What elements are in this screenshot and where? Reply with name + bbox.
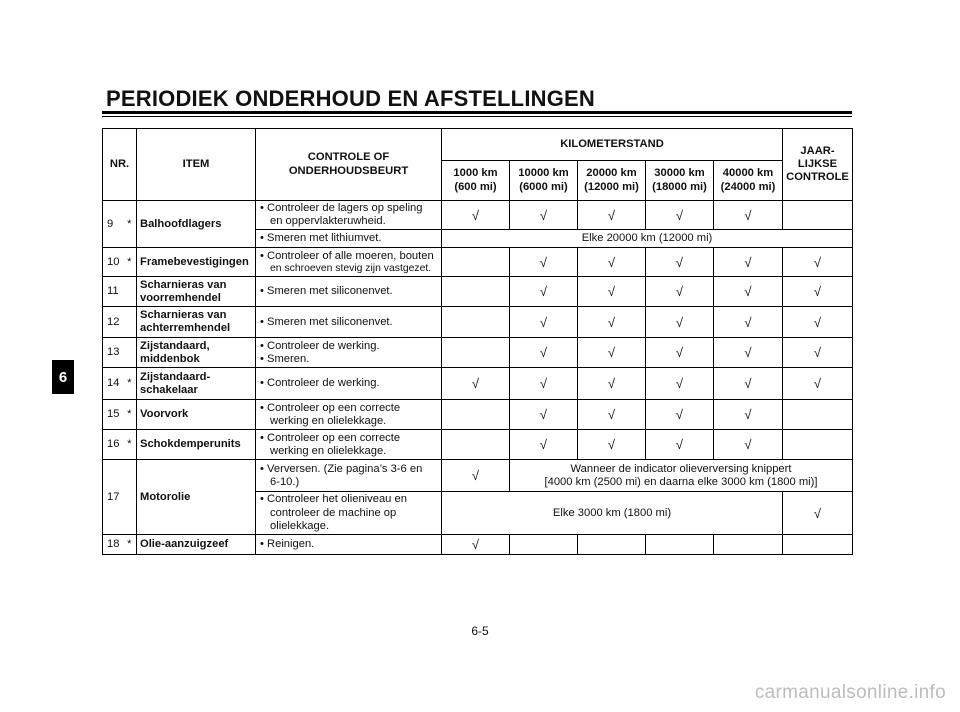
check-mark: √	[442, 201, 510, 230]
title-rule-thin	[102, 116, 852, 117]
table-row: 11 Scharnieras van voorremhendel • Smeren met siliconenvet. √ √ √ √ √	[103, 277, 853, 307]
header-item: ITEM	[137, 129, 256, 201]
check-mark: √	[510, 400, 578, 430]
table-row: 12 Scharnieras van achterremhendel • Smeren met siliconenvet. √ √ √ √ √	[103, 307, 853, 338]
table-row: 15 * Voorvork • Controleer op een correcte werking en olielekkage. √ √ √ √	[103, 400, 853, 430]
check-mark: √	[783, 338, 853, 368]
check-mark: √	[714, 277, 783, 307]
check-mark: √	[714, 338, 783, 368]
check-mark: √	[714, 430, 783, 460]
check-mark: √	[510, 368, 578, 400]
check-mark: √	[783, 492, 853, 535]
header-control: CONTROLE OF ONDERHOUDSBEURT	[256, 129, 442, 201]
page-title: PERIODIEK ONDERHOUD EN AFSTELLINGEN	[106, 86, 595, 111]
check-mark: √	[714, 248, 783, 277]
table-row: 16 * Schokdemperunits • Controleer op een correcte werking en olielekkage. √ √ √ √	[103, 430, 853, 460]
table-row: 13 Zijstandaard, middenbok • Controleer de werking. • Smeren. √ √ √ √ √	[103, 338, 853, 368]
check-mark: √	[783, 368, 853, 400]
check-mark: √	[646, 307, 714, 338]
check-mark: √	[510, 277, 578, 307]
header-km-4: 30000 km (18000 mi)	[646, 161, 714, 201]
check-mark: √	[510, 307, 578, 338]
chapter-tab: 6	[52, 360, 74, 394]
title-rule	[102, 111, 852, 114]
check-mark: √	[783, 277, 853, 307]
table-row: • Controleer het olieniveau en controleer de machine op olielekkage. Elke 3000 km (1800 mi) √	[103, 492, 853, 535]
check-mark: √	[646, 338, 714, 368]
header-km-3: 20000 km (12000 mi)	[578, 161, 646, 201]
header-row-1	[103, 129, 853, 161]
check-mark: √	[714, 368, 783, 400]
header-km-1: 1000 km (600 mi)	[442, 161, 510, 201]
page-number: 6-5	[471, 624, 489, 638]
check-mark: √	[510, 430, 578, 460]
check-mark: √	[783, 248, 853, 277]
check-mark: √	[714, 400, 783, 430]
check-mark: √	[783, 307, 853, 338]
check-mark: √	[646, 430, 714, 460]
check-mark: √	[578, 338, 646, 368]
table-row: 14 * Zijstandaard- schakelaar • Controleer de werking. √ √ √ √ √ √	[103, 368, 853, 400]
check-mark: √	[510, 201, 578, 230]
check-mark: √	[646, 277, 714, 307]
watermark: carmanualsonline.info	[754, 682, 946, 703]
check-mark: √	[442, 368, 510, 400]
check-mark: √	[646, 368, 714, 400]
check-mark: √	[510, 338, 578, 368]
check-mark: √	[578, 201, 646, 230]
maintenance-table	[102, 128, 853, 555]
header-km-2: 10000 km (6000 mi)	[510, 161, 578, 201]
header-kilometerstand: KILOMETERSTAND	[442, 129, 783, 161]
check-mark: √	[646, 201, 714, 230]
check-mark: √	[442, 460, 510, 492]
check-mark: √	[578, 400, 646, 430]
check-mark: √	[646, 248, 714, 277]
check-mark: √	[578, 277, 646, 307]
check-mark: √	[510, 248, 578, 277]
table-row: 17 Motorolie • Verversen. (Zie pagina’s 3-6 en 6-10.) √ Wanneer de indicator olieverversing knippert [4000 km (2500 mi) en daarna elke 3000 km (1800 mi)]	[103, 460, 853, 492]
check-mark: √	[646, 400, 714, 430]
table-row: 9 * Balhoofdlagers • Controleer de lagers op speling en oppervlakteruwheid. √ √ √ √ √	[103, 201, 853, 230]
check-mark: √	[578, 430, 646, 460]
table-row: 10 * Framebevestigingen • Controleer of alle moeren, bouten en schroeven stevig zijn vastgezet. √ √ √ √ √	[103, 248, 853, 277]
header-yearly: JAAR- LIJKSE CONTROLE	[783, 129, 853, 201]
header-nr: NR.	[103, 129, 137, 201]
check-mark: √	[714, 201, 783, 230]
check-mark: √	[714, 307, 783, 338]
check-mark: √	[578, 248, 646, 277]
table-row: 18 * Olie-aanzuigzeef • Reinigen. √	[103, 535, 853, 555]
check-mark: √	[578, 368, 646, 400]
check-mark: √	[442, 535, 510, 555]
check-mark: √	[578, 307, 646, 338]
header-km-5: 40000 km (24000 mi)	[714, 161, 783, 201]
table-row: • Smeren met lithiumvet. Elke 20000 km (12000 mi)	[103, 230, 853, 248]
